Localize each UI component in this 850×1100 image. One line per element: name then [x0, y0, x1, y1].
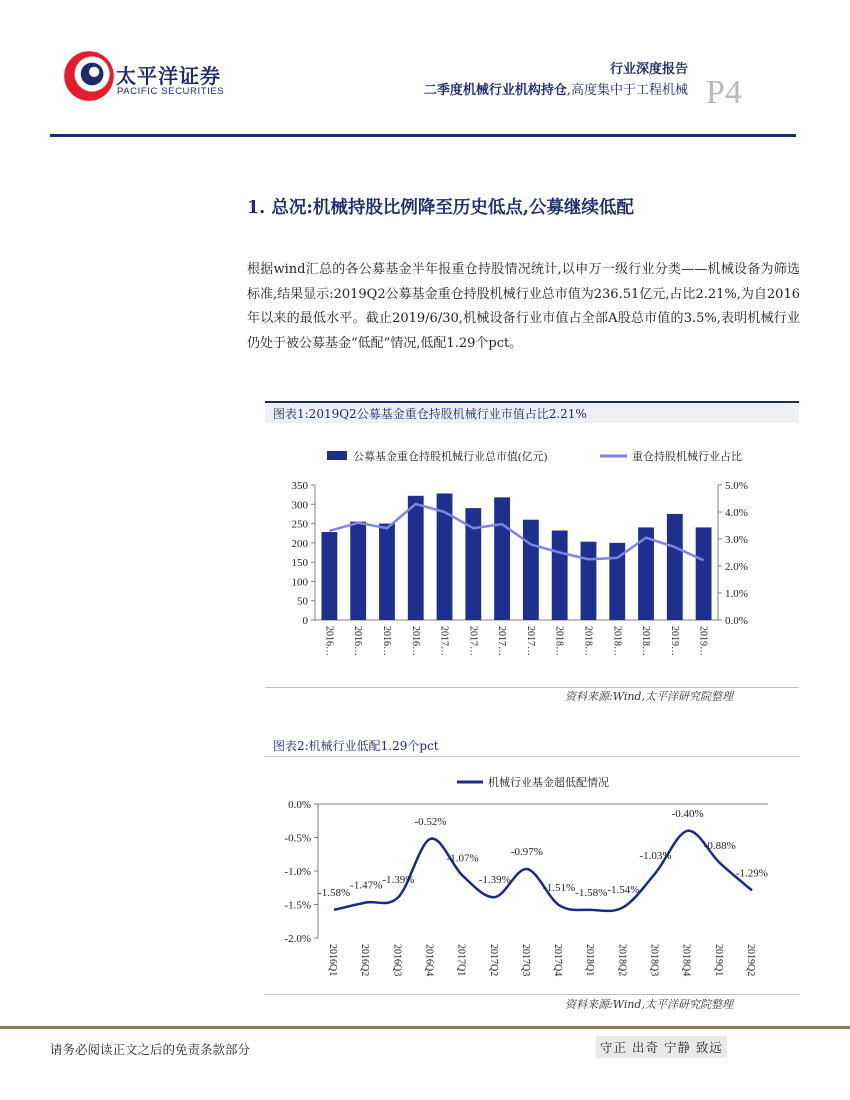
- x-tick-label: 2019…: [668, 626, 680, 656]
- data-label: -1.58%: [575, 886, 608, 899]
- bar: [494, 497, 510, 620]
- page-number: P4: [706, 74, 742, 111]
- figure1-source: 资料来源:Wind,太平洋研究院整理: [565, 690, 733, 703]
- bar: [408, 496, 424, 620]
- left-tick-label: 250: [291, 518, 308, 531]
- figure2-caption: 图表2:机械行业低配1.29个pct: [265, 735, 799, 757]
- data-label: -1.54%: [607, 884, 640, 897]
- data-label: -0.40%: [671, 807, 704, 820]
- x-tick-label: 2016Q4: [423, 944, 435, 977]
- data-label: -0.52%: [414, 815, 447, 828]
- bar: [552, 531, 568, 620]
- data-label: -1.51%: [543, 882, 576, 895]
- x-tick-label: 2017Q3: [519, 944, 531, 977]
- legend-bar-swatch: [327, 451, 347, 460]
- x-tick-label: 2018…: [640, 626, 652, 656]
- data-label: -1.39%: [478, 874, 511, 887]
- data-label: -1.07%: [446, 852, 479, 865]
- pacific-securities-logo: [58, 44, 120, 106]
- data-label: -1.03%: [639, 850, 672, 863]
- report-title: [340, 79, 688, 98]
- x-tick-label: 2016…: [323, 626, 335, 656]
- figure2-source: 资料来源:Wind,太平洋研究院整理: [565, 998, 733, 1011]
- right-tick-label: 4.0%: [725, 507, 748, 519]
- x-tick-label: 2018…: [582, 626, 594, 656]
- bar: [581, 542, 597, 620]
- figure2-chart: [265, 762, 799, 992]
- report-title-bold: 二季度机械行业机构持仓: [423, 83, 567, 98]
- left-tick-label: 100: [291, 576, 308, 589]
- header-divider: [50, 134, 796, 137]
- left-tick-label: 200: [291, 537, 308, 550]
- body-paragraph: 根据wind汇总的各公募基金半年报重仓持股情况统计,以申万一级行业分类——机械设备为筛选标准,结果显示:2019Q2公募基金重仓持股机械行业总市值为236.51亿元,占比2.21%,为自2016年以来的最低水平。截止2019/6/30,机械设备行业市值占全部A股总市值的3.5%,表明机械行业仍处于被公募基金“低配”情况,低配1.29个pct。: [247, 262, 800, 351]
- left-tick-label: 0: [302, 615, 308, 627]
- data-label: -1.39%: [382, 874, 415, 887]
- x-tick-label: 2018Q2: [616, 944, 628, 977]
- x-tick-label: 2018Q3: [648, 944, 660, 977]
- right-tick-label: 0.0%: [725, 615, 748, 627]
- data-label: -1.29%: [735, 867, 768, 880]
- bar: [523, 520, 539, 620]
- left-tick-label: 150: [291, 557, 308, 570]
- footer-motto: 守正 出奇 宁静 致远: [596, 1036, 727, 1058]
- x-tick-label: 2016Q1: [327, 944, 339, 977]
- x-tick-label: 2016Q3: [391, 944, 403, 977]
- left-tick-label: 350: [291, 480, 308, 492]
- bar: [321, 532, 337, 620]
- x-tick-label: 2017…: [438, 626, 450, 656]
- underweight-line: [334, 831, 752, 911]
- right-tick-label: 1.0%: [725, 588, 748, 600]
- x-tick-label: 2017…: [467, 626, 479, 656]
- figure1-caption: 图表1:2019Q2公募基金重仓持股机械行业市值占比2.21%: [265, 401, 799, 423]
- figure1-chart: [265, 430, 799, 685]
- right-tick-label: 2.0%: [725, 561, 748, 573]
- report-type: 行业深度报告: [609, 62, 688, 77]
- x-tick-label: 2018Q1: [584, 944, 596, 977]
- legend-line-label: 机械行业基金超低配情况: [488, 777, 609, 789]
- brand-name-cn: 太平洋证券: [116, 64, 221, 88]
- x-tick-label: 2018…: [553, 626, 565, 656]
- footer-disclaimer: 请务必阅读正文之后的免责条款部分: [50, 1042, 251, 1057]
- x-tick-label: 2016…: [380, 626, 392, 656]
- x-tick-label: 2019…: [697, 626, 709, 656]
- legend-line-label: 重仓持股机械行业占比: [632, 451, 742, 463]
- brand-name-en: PACIFIC SECURITIES: [117, 86, 225, 97]
- x-tick-label: 2016…: [409, 626, 421, 656]
- x-tick-label: 2018…: [611, 626, 623, 656]
- footer-divider: [0, 1026, 850, 1029]
- bar: [350, 522, 366, 620]
- section-title: 1. 总况:机械持股比例降至历史低点,公募继续低配: [247, 198, 634, 218]
- figure2-caption-rule: [265, 756, 799, 757]
- y-tick-label: -0.5%: [284, 832, 311, 845]
- y-tick-label: -1.0%: [284, 866, 311, 878]
- right-tick-label: 5.0%: [725, 480, 748, 492]
- figure2-divider: [265, 994, 799, 995]
- x-tick-label: 2016Q2: [359, 944, 371, 977]
- legend-bar-label: 公募基金重仓持股机械行业总市值(亿元): [353, 451, 548, 463]
- right-tick-label: 3.0%: [725, 534, 748, 546]
- y-tick-label: -1.5%: [284, 899, 311, 912]
- x-tick-label: 2018Q4: [680, 944, 692, 977]
- data-label: -1.47%: [350, 879, 383, 892]
- bar: [379, 524, 395, 620]
- bar: [667, 514, 683, 620]
- x-tick-label: 2017Q2: [487, 944, 499, 977]
- data-label: -1.58%: [318, 886, 351, 899]
- x-tick-label: 2017Q1: [455, 944, 467, 977]
- report-title-rest: ,高度集中于工程机械: [566, 83, 688, 98]
- x-tick-label: 2017Q4: [552, 944, 564, 977]
- x-tick-label: 2016…: [352, 626, 364, 656]
- left-tick-label: 300: [291, 499, 308, 512]
- y-tick-label: 0.0%: [288, 799, 311, 811]
- data-label: -0.97%: [510, 845, 543, 858]
- y-tick-label: -2.0%: [284, 933, 311, 945]
- data-label: -0.88%: [703, 839, 736, 852]
- bar: [696, 527, 712, 620]
- x-tick-label: 2019Q1: [712, 944, 724, 977]
- x-tick-label: 2019Q2: [744, 944, 756, 977]
- left-tick-label: 50: [297, 595, 308, 608]
- x-tick-label: 2017…: [524, 626, 536, 656]
- x-tick-label: 2017…: [496, 626, 508, 656]
